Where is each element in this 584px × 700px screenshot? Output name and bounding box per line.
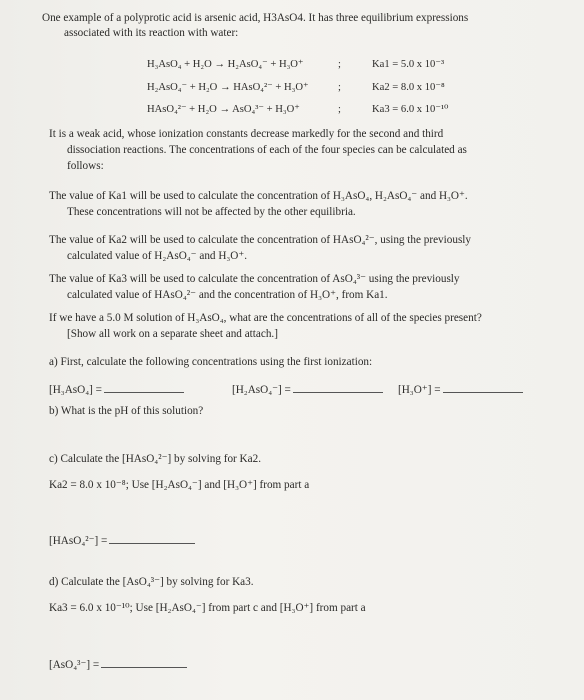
ka2-note-line-1: The value of Ka2 will be used to calculate the concentration of HAsO₄²⁻, using the previously (49, 234, 472, 246)
ka1-note-line-1: The value of Ka1 will be used to calculate the concentration of H₃AsO₄, H₂AsO₄⁻ and H₃O⁺. (49, 190, 468, 202)
haso4-answer-blank[interactable] (109, 533, 195, 544)
intro-line-2: associated with its reaction with water: (64, 27, 239, 39)
intro-line-1: One example of a polyprotic acid is arsenic acid, H3AsO4. It has three equilibrium expressions (42, 12, 469, 24)
part-c-given: Ka2 = 8.0 x 10⁻⁸; Use [H₂AsO₄⁻] and [H₃O⁺] from part a (49, 479, 310, 491)
part-d-answer-field[interactable] (49, 657, 187, 672)
h2aso4-answer-blank[interactable] (293, 382, 383, 393)
part-a-prompt: a) First, calculate the following concentrations using the first ionization: (49, 356, 373, 368)
equilibrium-1-separator: ; (338, 59, 341, 70)
weak-acid-line-2: dissociation reactions. The concentrations of each of the four species can be calculated as (67, 144, 467, 156)
h3o-label: [H₃O⁺] = (398, 384, 441, 396)
h3aso4-answer-blank[interactable] (104, 382, 184, 393)
part-c-answer-field[interactable] (49, 533, 195, 548)
aso4-answer-blank[interactable] (101, 657, 187, 668)
equilibrium-3-reaction: HAsO₄²⁻ + H₂O → AsO₄³⁻ + H₃O⁺ (147, 104, 300, 115)
part-a-field-h2aso4[interactable] (232, 382, 383, 397)
weak-acid-line-3: follows: (67, 160, 104, 172)
h2aso4-label: [H₂AsO₄⁻] = (232, 384, 291, 396)
ka3-note-line-2: calculated value of HAsO₄²⁻ and the concentration of H₃O⁺, from Ka1. (67, 289, 388, 301)
equilibrium-2-reaction: H₂AsO₄⁻ + H₂O → HAsO₄²⁻ + H₃O⁺ (147, 82, 309, 93)
part-a-field-h3o[interactable] (398, 382, 523, 397)
part-a-field-h3aso4[interactable] (49, 382, 184, 397)
equilibrium-3-constant: Ka3 = 6.0 x 10⁻¹⁰ (372, 104, 449, 115)
equilibrium-1-constant: Ka1 = 5.0 x 10⁻³ (372, 59, 445, 70)
ka1-note-line-2: These concentrations will not be affected by the other equilibria. (67, 206, 356, 218)
ka3-note-line-1: The value of Ka3 will be used to calculate the concentration of AsO₄³⁻ using the previously (49, 273, 460, 285)
equilibrium-2-separator: ; (338, 82, 341, 93)
aso4-label: [AsO₄³⁻] = (49, 659, 100, 671)
haso4-label: [HAsO₄²⁻] = (49, 535, 108, 547)
part-d-given: Ka3 = 6.0 x 10⁻¹⁰; Use [H₂AsO₄⁻] from part c and [H₃O⁺] from part a (49, 602, 366, 614)
equilibrium-3-separator: ; (338, 104, 341, 115)
question-line-1: If we have a 5.0 M solution of H₃AsO₄, what are the concentrations of all of the species present? (49, 312, 482, 324)
part-d-prompt: d) Calculate the [AsO₄³⁻] by solving for Ka3. (49, 576, 254, 588)
ka2-note-line-2: calculated value of H₂AsO₄⁻ and H₃O⁺. (67, 250, 248, 262)
weak-acid-line-1: It is a weak acid, whose ionization constants decrease markedly for the second and third (49, 128, 444, 140)
equilibrium-1-reaction: H₃AsO₄ + H₂O → H₂AsO₄⁻ + H₃O⁺ (147, 59, 304, 70)
equilibrium-2-constant: Ka2 = 8.0 x 10⁻⁸ (372, 82, 445, 93)
h3aso4-label: [H₃AsO₄] = (49, 384, 102, 396)
h3o-answer-blank[interactable] (443, 382, 523, 393)
question-line-2: [Show all work on a separate sheet and attach.] (67, 328, 278, 340)
part-b-prompt: b) What is the pH of this solution? (49, 405, 204, 417)
part-c-prompt: c) Calculate the [HAsO₄²⁻] by solving for Ka2. (49, 453, 261, 465)
